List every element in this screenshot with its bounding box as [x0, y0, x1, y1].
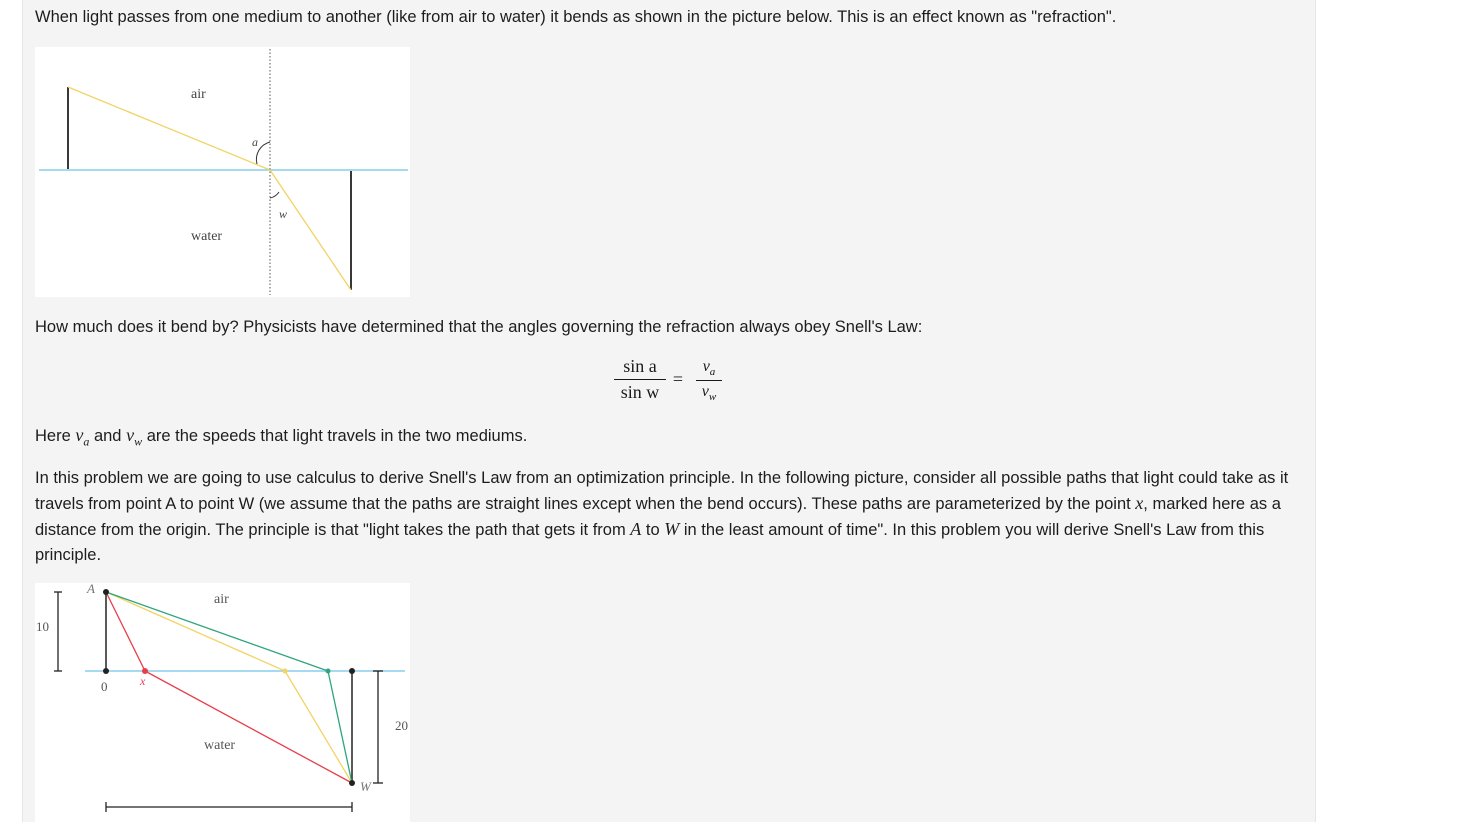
snell-right-fraction — [696, 358, 722, 403]
angle-w-label: w — [279, 207, 288, 221]
problem-paragraph: In this problem we are going to use calculus to derive Snell's Law from an optimization principle. In the following picture, consider all possible paths that light could take as it travels from point A to point W (we assume that the paths are straight lines except when the bend occurs). These paths are parameterized by the point x, marked here as a distance from the origin. The principle is that "light takes the path that gets it from A to W in the least amount of time". In this problem you will derive Snell's Law from this principle. — [35, 469, 1289, 564]
water-label: water — [191, 229, 223, 244]
height-10-label: 10 — [36, 619, 49, 634]
air-label: air — [214, 592, 229, 607]
snell-left-fraction — [614, 356, 666, 403]
optimization-figure — [35, 583, 410, 822]
intro-paragraph: When light passes from one medium to another (like from air to water) it bends as shown in the picture below. This is an effect known as "refraction". — [35, 8, 1117, 26]
refraction-figure — [35, 47, 410, 297]
w-post-top-dot — [349, 668, 355, 674]
refraction-svg — [35, 47, 410, 297]
x-variable: x — [1135, 493, 1144, 513]
air-label: air — [191, 87, 206, 102]
question-paragraph: How much does it bend by? Physicists have determined that the angles governing the refraction always obey Snell's Law: — [35, 318, 923, 336]
point-w-label: W — [360, 779, 371, 794]
vw-symbol: $v_w$ — [126, 425, 143, 449]
snell-denominator-right: $v_w$ — [701, 383, 717, 404]
point-a-label: A — [87, 583, 95, 596]
va-symbol: $v_a$ — [75, 425, 90, 449]
optimization-svg — [35, 583, 410, 822]
snell-left-fraction-bar — [614, 379, 666, 380]
point-w-symbol: W — [664, 519, 680, 539]
snell-right-fraction-bar — [696, 380, 722, 381]
green-bend-dot — [326, 669, 331, 674]
refracted-ray — [270, 170, 351, 290]
yellow-bend-dot — [283, 669, 288, 674]
snell-denominator-left: sin w — [620, 382, 660, 402]
point-w-dot — [349, 780, 355, 786]
angle-w-arc — [270, 192, 279, 198]
speeds-paragraph: Here $v_a$ and $v_w$ are the speeds that light travels in the two mediums. — [35, 425, 528, 449]
angle-a-label: a — [252, 135, 258, 149]
snell-numerator-left: sin a — [623, 356, 657, 376]
angle-a-arc — [256, 142, 270, 164]
snell-numerator-right: $v_a$ — [702, 358, 716, 379]
origin-label: 0 — [101, 679, 108, 694]
x-label: x — [140, 674, 146, 688]
water-label: water — [204, 738, 236, 753]
point-a-dot — [103, 589, 109, 595]
origin-dot — [103, 668, 109, 674]
snell-equals-sign: = — [672, 369, 684, 389]
height-20-label: 20 — [395, 718, 408, 733]
incident-ray — [68, 87, 270, 170]
point-a-symbol: A — [630, 519, 642, 539]
